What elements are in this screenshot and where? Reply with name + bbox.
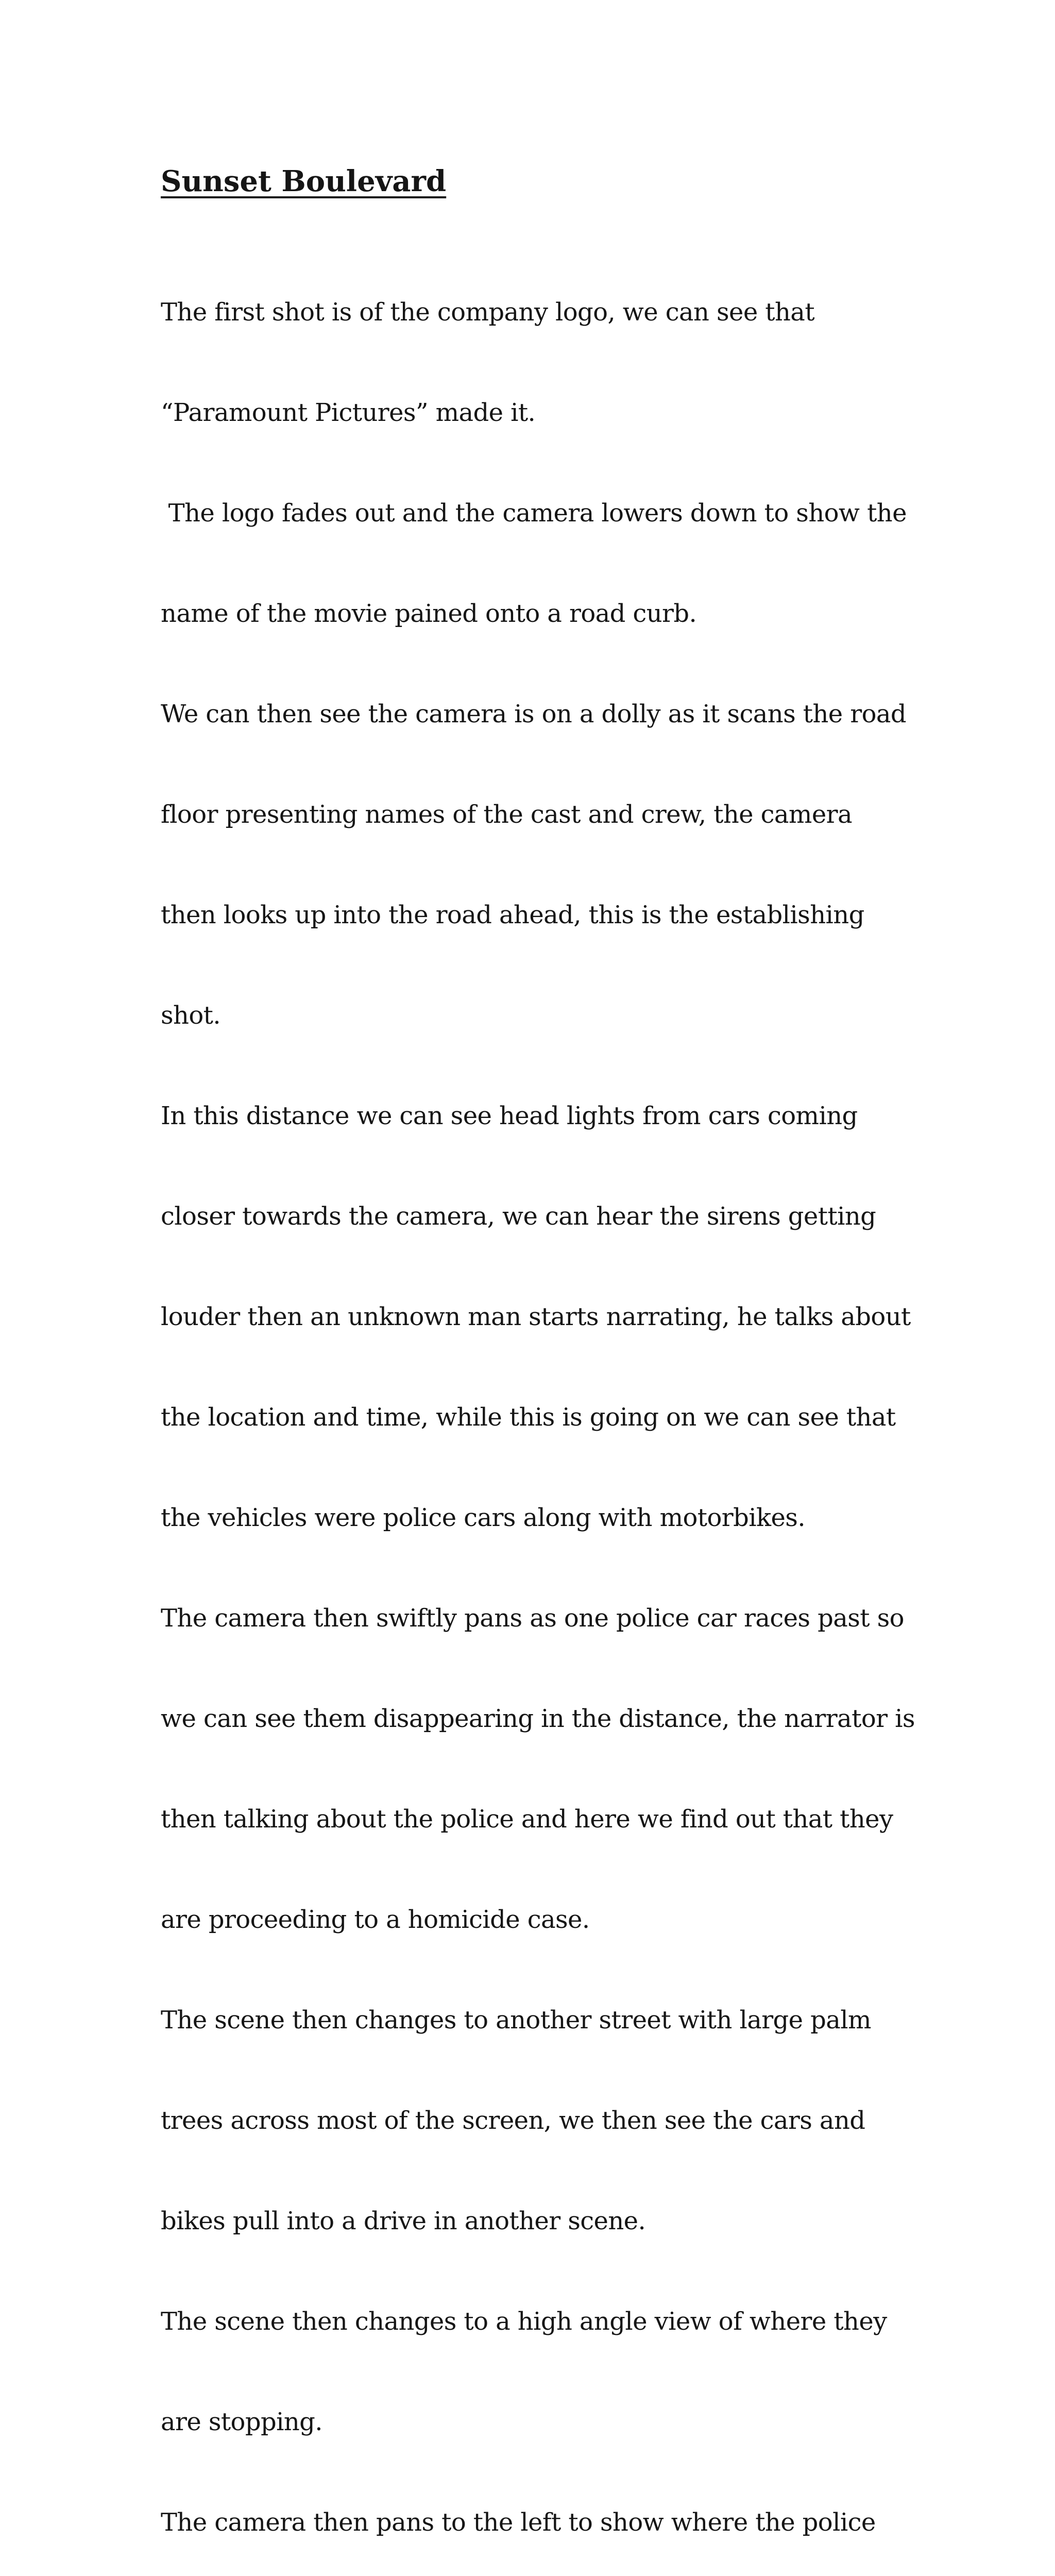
text-line: The scene then changes to a high angle view of where they xyxy=(161,2307,887,2336)
text-line: In this distance we can see head lights from cars coming xyxy=(161,1101,858,1130)
text-line: The first shot is of the company logo, we can see that xyxy=(161,298,815,327)
text-line: floor presenting names of the cast and crew, the camera xyxy=(161,800,853,829)
text-line: then talking about the police and here we find out that they xyxy=(161,1805,893,1834)
text-line: trees across most of the screen, we then see the cars and xyxy=(161,2106,865,2135)
text-line: The camera then pans to the left to show where the police xyxy=(161,2508,876,2537)
text-line: we can see them disappearing in the distance, the narrator is xyxy=(161,1704,915,1733)
text-line: The scene then changes to another street with large palm xyxy=(161,2006,871,2035)
text-line: bikes pull into a drive in another scene. xyxy=(161,2207,646,2235)
text-line: louder then an unknown man starts narrating, he talks about xyxy=(161,1302,911,1331)
text-line: the location and time, while this is going on we can see that xyxy=(161,1403,896,1432)
document-body xyxy=(161,229,913,2576)
text-line: are stopping. xyxy=(161,2408,322,2436)
text-line: We can then see the camera is on a dolly as it scans the road xyxy=(161,700,907,728)
text-line: The logo fades out and the camera lowers down to show the xyxy=(161,499,907,528)
text-line: then looks up into the road ahead, this is the establishing xyxy=(161,901,864,929)
document-title: Sunset Boulevard xyxy=(161,164,447,198)
text-line: closer towards the camera, we can hear the sirens getting xyxy=(161,1202,876,1231)
document-content xyxy=(161,161,913,2576)
text-line: shot. xyxy=(161,1001,220,1030)
text-line: the vehicles were police cars along with motorbikes. xyxy=(161,1503,805,1532)
text-line: name of the movie pained onto a road curb. xyxy=(161,599,697,628)
text-line: are proceeding to a homicide case. xyxy=(161,1905,590,1934)
text-line: The camera then swiftly pans as one police car races past so xyxy=(161,1604,904,1633)
text-line: “Paramount Pictures” made it. xyxy=(161,398,536,427)
